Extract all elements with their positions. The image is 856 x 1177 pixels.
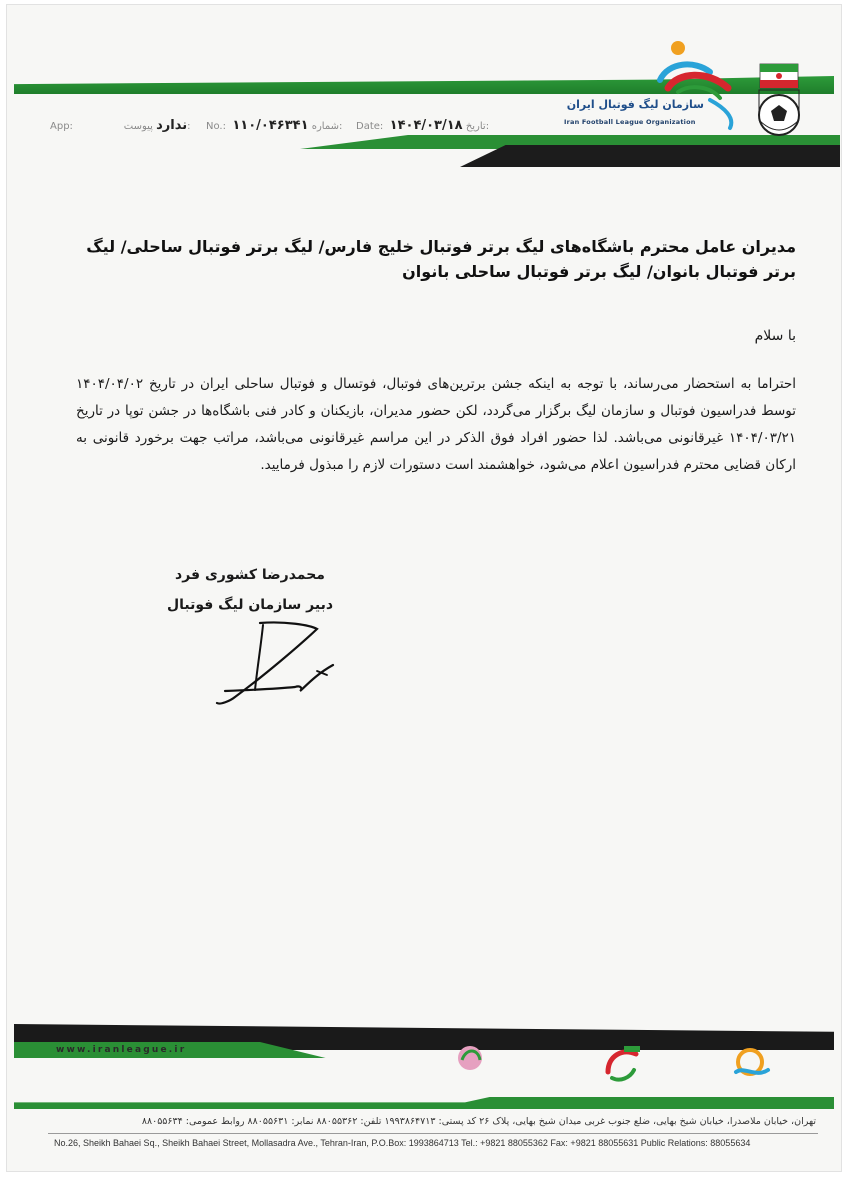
address-fa: تهران، خیابان ملاصدرا، خیابان شیخ بهایی، ضلع جنوب غربی میدان شیخ بهایی، پلاک ۲۶ کد پستی: ۱۹۹۳۸۶۴۷۱۳ تلفن: ۸۸۰۵۵۳۶۲ نمابر: ۸۸۰۵۵۶۳۱ روابط عمومی: ۸۸۰۵۵۶۳۴ — [141, 1116, 816, 1127]
signature-block — [150, 560, 350, 620]
org-name-fa: سازمان لیگ فوتبال ایران — [566, 98, 704, 111]
number-field — [206, 118, 342, 133]
attachment-value: ندارد — [156, 118, 188, 133]
date-value: ۱۴۰۴/۰۳/۱۸ — [389, 118, 463, 133]
pro-league-icon — [600, 1042, 644, 1086]
handwritten-signature — [205, 615, 345, 715]
address-en: No.26, Sheikh Bahaei Sq., Sheikh Bahaei Street, Mollasadra Ave., Tehran-Iran, P.O.Box: 1993864713 Tel.: +9821 88055362 Fax: +9821 88055631 Public Relations: 88055634 — [54, 1138, 751, 1148]
attachment-label-fa: پیوست: — [123, 121, 191, 132]
website-url: www.iranleague.ir — [56, 1045, 187, 1055]
date-label-en: Date: — [356, 121, 384, 132]
attachment-label-en: App: — [50, 121, 73, 132]
header-dark-band — [460, 145, 840, 167]
letter-page — [6, 4, 842, 1172]
signer-title: دبیر سازمان لیگ فوتبال — [166, 597, 334, 613]
number-label-en: No.: — [206, 121, 226, 132]
signer-name: محمدرضا کشوری فرد — [175, 567, 325, 583]
org-name-en: Iran Football League Organization — [564, 118, 696, 126]
letter-body: احتراما به استحضار می‌رساند، با توجه به اینکه جشن برترین‌های فوتبال، فوتسال و فوتبال ساحلی ایران در تاریخ ۱۴۰۴/۰۴/۰۲ توسط فدراسیون فوتبال و سازمان لیگ برگزار می‌گردد، لکن حضور مدیران، بازیکنان و کادر فنی باشگاه‌ها در جشن توپا در تاریخ ۱۴۰۴/۰۳/۲۱ غیرقانونی می‌باشد. لذا حضور افراد فوق الذکر در این مراسم غیرقانونی می‌باشد، مراتب جهت برخورد قانونی به ارکان قضایی محترم فدراسیون اعلام می‌شود، خواهشمند است دستورات لازم را مبذول فرمایید. — [76, 376, 796, 473]
partner-logo-beach-league — [722, 1042, 782, 1092]
addressee: مدیران عامل محترم باشگاه‌های لیگ برتر فوتبال خلیج فارس/ لیگ برتر فوتبال ساحلی/ لیگ برتر فوتبال بانوان/ لیگ برتر فوتبال ساحلی بانوان — [86, 237, 796, 281]
number-value: ۱۱۰/۰۴۶۳۴۱ — [232, 118, 309, 133]
date-field — [356, 118, 489, 133]
date-label-fa: تاریخ: — [465, 121, 490, 132]
address-divider — [48, 1133, 818, 1134]
partner-logo-pro-league — [592, 1042, 652, 1092]
attachment-field — [50, 118, 191, 133]
federation-emblem — [756, 60, 802, 140]
partner-logo-women-league — [440, 1042, 500, 1092]
women-league-icon — [450, 1042, 490, 1074]
number-label-fa: شماره: — [311, 121, 343, 132]
greeting: با سلام — [754, 328, 796, 344]
beach-league-icon — [730, 1042, 774, 1086]
